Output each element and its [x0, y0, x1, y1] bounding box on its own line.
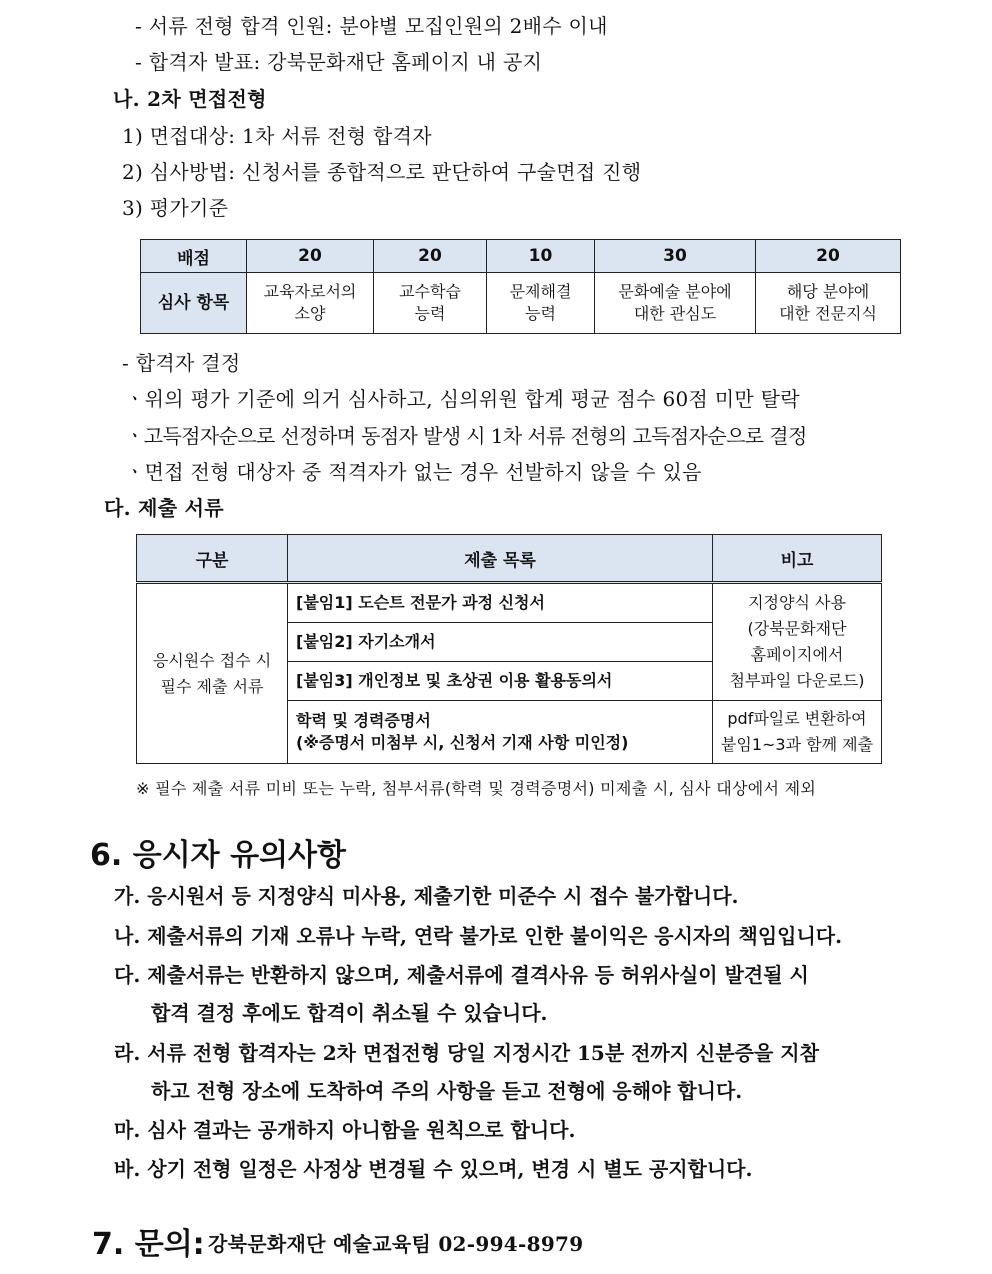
- doc-item: 학력 및 경력증명서 (※증명서 미첨부 시, 신청서 기재 사항 미인정): [288, 701, 713, 764]
- decision-bullet-2: ㆍ고득점자순으로 선정하며 동점자 발생 시 1차 서류 전형의 고득점자순으로 결정: [125, 424, 807, 448]
- intro-line-2: - 합격자 발표: 강북문화재단 홈페이지 내 공지: [135, 50, 543, 74]
- notice-na: 나. 제출서류의 기재 오류나 누락, 연락 불가로 인한 불이익은 응시자의 책임입니다.: [114, 924, 843, 948]
- notice-da-line1: 다. 제출서류는 반환하지 않으며, 제출서류에 결격사유 등 허위사실이 발견될 시: [114, 963, 809, 987]
- criteria-cell: 문화예술 분야에 대한 관심도: [595, 273, 756, 334]
- notice-ma: 마. 심사 결과는 공개하지 아니함을 원칙으로 합니다.: [114, 1118, 576, 1142]
- criteria-row-header: 심사 항목: [141, 273, 247, 334]
- criteria-cell: 문제해결 능력: [487, 273, 595, 334]
- evaluation-table: [140, 239, 901, 334]
- score-row: [141, 240, 901, 273]
- doc-item: [붙임3] 개인정보 및 초상권 이용 활용동의서: [288, 662, 713, 701]
- decision-bullet-1: ㆍ위의 평가 기준에 의거 심사하고, 심의위원 합계 평균 점수 60점 미만 탈락: [125, 387, 800, 411]
- documents-table: [136, 534, 882, 764]
- interview-item-3: 3) 평가기준: [122, 196, 229, 220]
- notice-ba: 바. 상기 전형 일정은 사정상 변경될 수 있으며, 변경 시 별도 공지합니다.: [114, 1157, 753, 1181]
- note-cell: pdf파일로 변환하여 붙임1~3과 함께 제출: [713, 701, 882, 764]
- criteria-cell: 교육자로서의 소양: [247, 273, 374, 334]
- score-cell: 20: [756, 240, 901, 273]
- section7-title: 7. 문의:: [92, 1227, 205, 1262]
- notice-ra-line1: 라. 서류 전형 합격자는 2차 면접전형 당일 지정시간 15분 전까지 신분증을 지참: [114, 1041, 819, 1065]
- col-category: 구분: [137, 535, 288, 583]
- docs-heading: 다. 제출 서류: [104, 496, 224, 520]
- score-cell: 30: [595, 240, 756, 273]
- score-row-header: 배점: [141, 240, 247, 273]
- notice-da-line2: 합격 결정 후에도 합격이 취소될 수 있습니다.: [151, 1001, 548, 1025]
- note-cell: 지정양식 사용 (강북문화재단 홈페이지에서 첨부파일 다운로드): [713, 583, 882, 701]
- intro-line-1: - 서류 전형 합격 인원: 분야별 모집인원의 2배수 이내: [135, 14, 608, 38]
- interview-item-1: 1) 면접대상: 1차 서류 전형 합격자: [122, 124, 432, 148]
- interview-item-2: 2) 심사방법: 신청서를 종합적으로 판단하여 구술면접 진행: [122, 160, 642, 184]
- criteria-row: [141, 273, 901, 334]
- decision-bullet-3: ㆍ면접 전형 대상자 중 적격자가 없는 경우 선발하지 않을 수 있음: [125, 460, 702, 484]
- section6-title: 6. 응시자 유의사항: [90, 838, 347, 873]
- col-note: 비고: [713, 535, 882, 583]
- score-cell: 20: [374, 240, 487, 273]
- doc-item: [붙임1] 도슨트 전문가 과정 신청서: [288, 583, 713, 623]
- docs-footnote: ※ 필수 제출 서류 미비 또는 누락, 첨부서류(학력 및 경력증명서) 미제출 시, 심사 대상에서 제외: [136, 779, 817, 798]
- decision-heading: - 합격자 결정: [122, 351, 241, 375]
- notice-ga: 가. 응시원서 등 지정양식 미사용, 제출기한 미준수 시 접수 불가합니다.: [114, 884, 739, 908]
- score-cell: 20: [247, 240, 374, 273]
- doc-item: [붙임2] 자기소개서: [288, 623, 713, 662]
- criteria-cell: 해당 분야에 대한 전문지식: [756, 273, 901, 334]
- criteria-cell: 교수학습 능력: [374, 273, 487, 334]
- col-list: 제출 목록: [288, 535, 713, 583]
- score-cell: 10: [487, 240, 595, 273]
- contact-info: 강북문화재단 예술교육팀 02-994-8979: [208, 1232, 584, 1256]
- category-cell: 응시원수 접수 시 필수 제출 서류: [137, 583, 288, 764]
- interview-heading: 나. 2차 면접전형: [113, 87, 267, 111]
- table-row: [137, 583, 882, 623]
- docs-header-row: [137, 535, 882, 583]
- notice-ra-line2: 하고 전형 장소에 도착하여 주의 사항을 듣고 전형에 응해야 합니다.: [151, 1079, 743, 1103]
